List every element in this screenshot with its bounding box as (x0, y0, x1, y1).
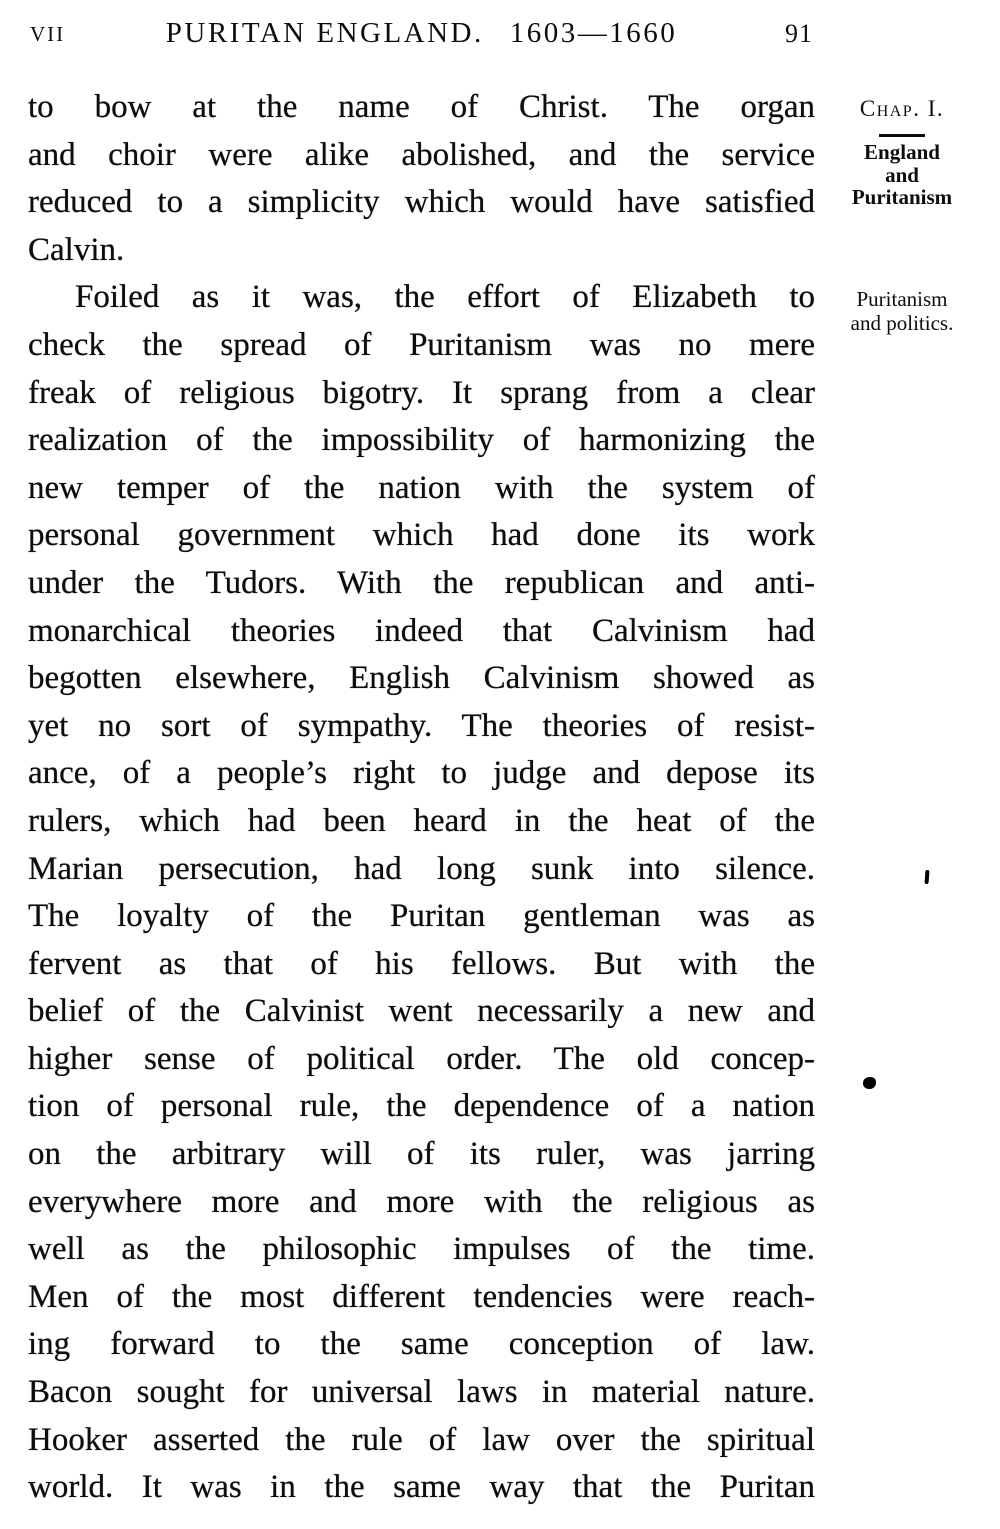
text-line: check the spread of Puritanism was no mere (28, 326, 815, 363)
text-line: Foiled as it was, the effort of Elizabeth to (75, 279, 815, 316)
margin-note-line: and politics. (850, 311, 954, 335)
text-line: Calvin. (28, 231, 125, 268)
margin-note-line: Puritanism (856, 287, 948, 311)
text-line: freak of religious bigotry. It sprang from a clear (28, 374, 815, 411)
running-title-dates: 1603—1660 (509, 17, 678, 49)
signature-mark: VII (30, 22, 66, 46)
body-text (28, 84, 815, 1512)
text-line: well as the philosophic impulses of the time. (28, 1231, 815, 1268)
text-line: reduced to a simplicity which would have satisfied (28, 184, 815, 221)
text-line: fervent as that of his fellows. But with the (28, 945, 815, 982)
chapter-rule (879, 134, 925, 137)
margin-note-england-and-puritanism (830, 141, 974, 209)
text-line: The loyalty of the Puritan gentleman was as (28, 898, 815, 935)
margin-note-line: and (885, 162, 919, 187)
text-line: yet no sort of sympathy. The theories of resist- (28, 707, 815, 744)
chapter-heading: Chap. I. (859, 96, 945, 121)
text-line: tion of personal rule, the dependence of a nation (28, 1088, 815, 1125)
text-line: rulers, which had been heard in the heat of the (28, 802, 815, 839)
text-line: on the arbitrary will of its ruler, was jarring (28, 1136, 815, 1173)
text-line: begotten elsewhere, English Calvinism showed as (28, 660, 815, 697)
margin-notes (830, 0, 974, 1529)
page-number: 91 (785, 19, 813, 48)
text-line: to bow at the name of Christ. The organ (28, 89, 815, 125)
margin-note-puritanism-and-politics (830, 287, 974, 335)
text-line: monarchical theories indeed that Calvinism had (28, 612, 815, 649)
text-line: Bacon sought for universal laws in material nature. (28, 1374, 815, 1411)
margin-note-line: Puritanism (851, 185, 953, 209)
text-line: Men of the most different tendencies were reach- (28, 1278, 815, 1315)
text-line: personal government which had done its work (28, 517, 815, 554)
running-title-text: PURITAN ENGLAND. (165, 17, 484, 49)
page-header (28, 12, 815, 50)
text-line: Marian persecution, had long sunk into silence. (28, 850, 815, 887)
text-line: ance, of a people’s right to judge and depose its (28, 755, 815, 792)
text-line: Hooker asserted the rule of law over the spiritual (28, 1421, 815, 1458)
text-line: everywhere more and more with the religious as (28, 1183, 815, 1220)
text-line: belief of the Calvinist went necessarily a new and (28, 993, 815, 1030)
text-line: higher sense of political order. The old concep- (28, 1040, 815, 1077)
running-title (166, 17, 678, 50)
text-line: realization of the impossibility of harmonizing the (28, 422, 815, 459)
margin-note-line: England (864, 140, 940, 164)
text-line: ing forward to the same conception of law. (28, 1326, 815, 1363)
text-line: and choir were alike abolished, and the service (28, 136, 815, 173)
text-line: under the Tudors. With the republican and anti- (28, 564, 815, 601)
scan-artifact (863, 1077, 876, 1089)
text-line: new temper of the nation with the system of (28, 469, 815, 506)
text-line: world. It was in the same way that the Puritan (28, 1469, 815, 1506)
